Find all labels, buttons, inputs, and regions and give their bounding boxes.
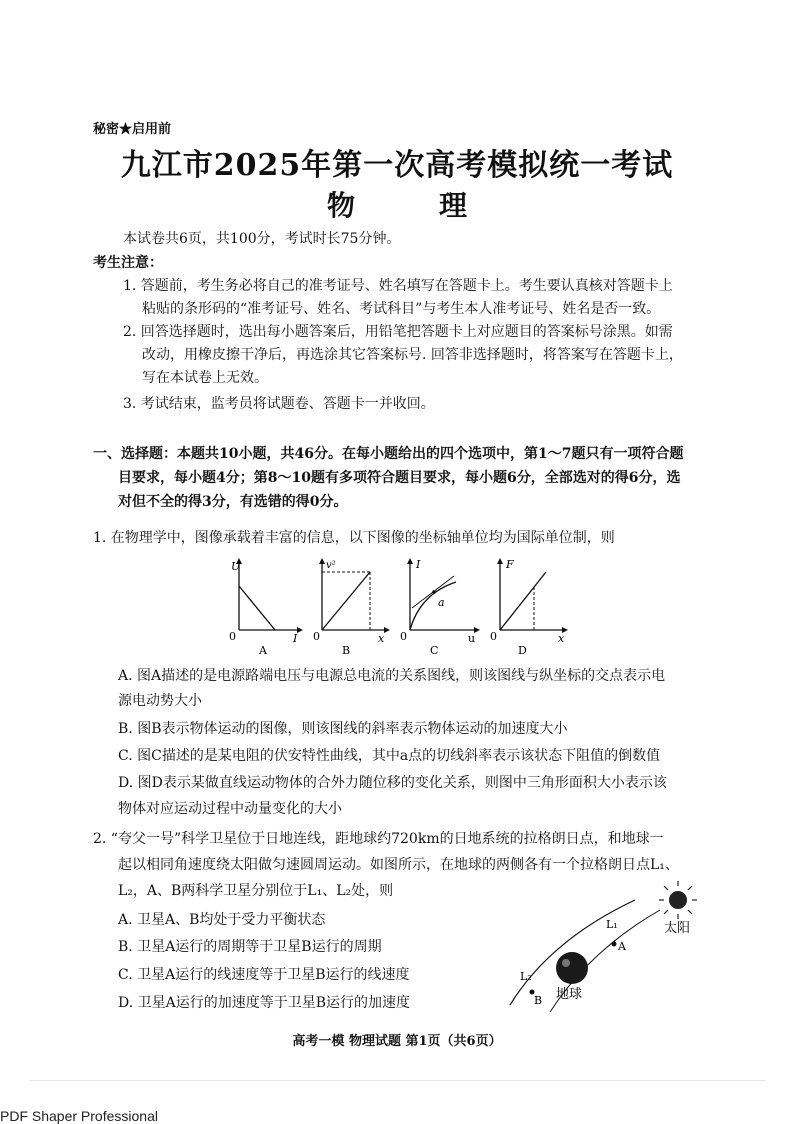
q1-option-d-line-1: D. 图D表示某做直线运动物体的合外力随位移的变化关系，则图中三角形面积大小表示该 bbox=[118, 775, 667, 791]
q1-option-b: B. 图B表示物体运动的图像，则该图线的斜率表示物体运动的加速度大小 bbox=[118, 721, 568, 737]
intro-text: 本试卷共6页，共100分，考试时长75分钟。 bbox=[123, 231, 401, 247]
earth-label: 地球 bbox=[556, 987, 583, 1002]
notice-item-2-line-2: 改动，用橡皮擦干净后，再选涂其它答案标号. 回答非选择题时，将答案写在答题卡上， bbox=[142, 347, 683, 363]
notice-item-2-line-3: 写在本试卷上无效。 bbox=[142, 370, 268, 386]
satellite-a-icon bbox=[612, 942, 617, 947]
q2-orbit-figure bbox=[490, 880, 720, 1020]
q1-option-c: C. 图C描述的是某电阻的伏安特性曲线，其中a点的切线斜率表示该状态下阻值的倒数值 bbox=[118, 748, 661, 764]
q1-graph-a-origin: 0 bbox=[229, 630, 236, 643]
q1-graph-c-point-label: a bbox=[438, 596, 445, 609]
q2-stem-line-1: 2. “夸父一号”科学卫星位于日地连线，距地球约720km的日地系统的拉格朗日点，和地球一 bbox=[93, 831, 664, 847]
q1-graph-a-caption: A bbox=[259, 644, 267, 657]
sun-icon bbox=[669, 891, 687, 909]
subject-char-1: 物 bbox=[326, 189, 355, 222]
q1-graph-d bbox=[488, 558, 573, 658]
earth-icon bbox=[556, 952, 588, 984]
notice-item-2-line-1: 2. 回答选择题时，选出每小题答案后，用铅笔把答题卡上对应题目的答案标号涂黑。如需 bbox=[123, 324, 673, 340]
q1-option-a-line-2: 源电动势大小 bbox=[118, 693, 202, 709]
section-1-line-1: 一、选择题：本题共10小题，共46分。在每小题给出的四个选项中，第1～7题只有一项符合题 bbox=[93, 446, 684, 462]
q1-option-d-line-2: 物体对应运动过程中动量变化的大小 bbox=[118, 801, 342, 817]
subject-title bbox=[0, 184, 794, 224]
satellite-a-label: A bbox=[618, 940, 626, 953]
subject-char-2: 理 bbox=[439, 189, 468, 222]
watermark-text: PDF Shaper Professional bbox=[0, 1108, 158, 1124]
q2-option-a: A. 卫星A、B均处于受力平衡状态 bbox=[118, 912, 326, 928]
l2-label: L₂ bbox=[520, 970, 532, 983]
q2-option-c: C. 卫星A运行的线速度等于卫星B运行的线速度 bbox=[118, 967, 410, 983]
q2-option-b: B. 卫星A运行的周期等于卫星B运行的周期 bbox=[118, 939, 382, 955]
q1-graph-c-x-label: u bbox=[468, 632, 476, 645]
q1-graph-c-y-label: I bbox=[416, 558, 421, 571]
q1-graph-c-caption: C bbox=[430, 644, 439, 657]
q1-graph-c-origin: 0 bbox=[400, 630, 407, 643]
q1-graph-b-y-label: v² bbox=[326, 560, 336, 571]
q1-graph-a-x-label: I bbox=[293, 632, 298, 645]
notice-label: 考生注意： bbox=[93, 255, 163, 271]
q1-option-a-line-1: A. 图A描述的是电源路端电压与电源总电流的关系图线，则该图线与纵坐标的交点表示电 bbox=[118, 668, 666, 684]
q1-graph-a bbox=[225, 558, 305, 658]
exam-title: 九江市2025年第一次高考模拟统一考试 bbox=[120, 148, 674, 183]
q1-stem: 1. 在物理学中，图像承载着丰富的信息，以下图像的坐标轴单位均为国际单位制，则 bbox=[93, 530, 615, 546]
q1-graph-d-caption: D bbox=[518, 644, 527, 657]
section-1-line-2: 目要求，每小题4分；第8～10题有多项符合题目要求，每小题6分，全部选对的得6分，选 bbox=[118, 470, 681, 486]
q1-graph-d-origin: 0 bbox=[490, 630, 497, 643]
page-divider bbox=[30, 1080, 766, 1081]
q2-option-d: D. 卫星A运行的加速度等于卫星B运行的加速度 bbox=[118, 995, 411, 1011]
q1-graph-b bbox=[312, 558, 392, 658]
notice-item-1-line-2: 粘贴的条形码的“准考证号、姓名、考试科目”与考生本人准考证号、姓名是否一致。 bbox=[142, 301, 661, 317]
q2-stem-line-2: 起以相同角速度绕太阳做匀速圆周运动。如图所示，在地球的两侧各有一个拉格朗日点L₁、 bbox=[118, 857, 679, 873]
sun-label: 太阳 bbox=[664, 921, 691, 936]
q1-graph-b-x-label: x bbox=[378, 632, 385, 645]
notice-item-1-line-1: 1. 答题前，考生务必将自己的准考证号、姓名填写在答题卡上。考生要认真核对答题卡上 bbox=[123, 278, 673, 294]
q1-graph-d-x-label: x bbox=[558, 632, 565, 645]
q1-graph-b-caption: B bbox=[342, 644, 351, 657]
notice-item-3: 3. 考试结束，监考员将试题卷、答题卡一并收回。 bbox=[123, 396, 435, 412]
section-1-line-3: 对但不全的得3分，有选错的得0分。 bbox=[118, 494, 348, 510]
q2-stem-line-3: L₂，A、B两科学卫星分别位于L₁、L₂处，则 bbox=[118, 883, 394, 899]
secret-label: 秘密★启用前 bbox=[93, 122, 172, 137]
satellite-b-label: B bbox=[534, 994, 543, 1007]
q1-graph-d-y-label: F bbox=[506, 558, 514, 571]
q1-graph-a-y-label: U bbox=[231, 560, 241, 573]
q1-graph-b-origin: 0 bbox=[313, 630, 320, 643]
page-footer: 高考一模 物理试题 第1页（共6页） bbox=[292, 1034, 502, 1049]
q1-graph-c bbox=[398, 558, 483, 658]
l1-label: L₁ bbox=[606, 918, 618, 931]
